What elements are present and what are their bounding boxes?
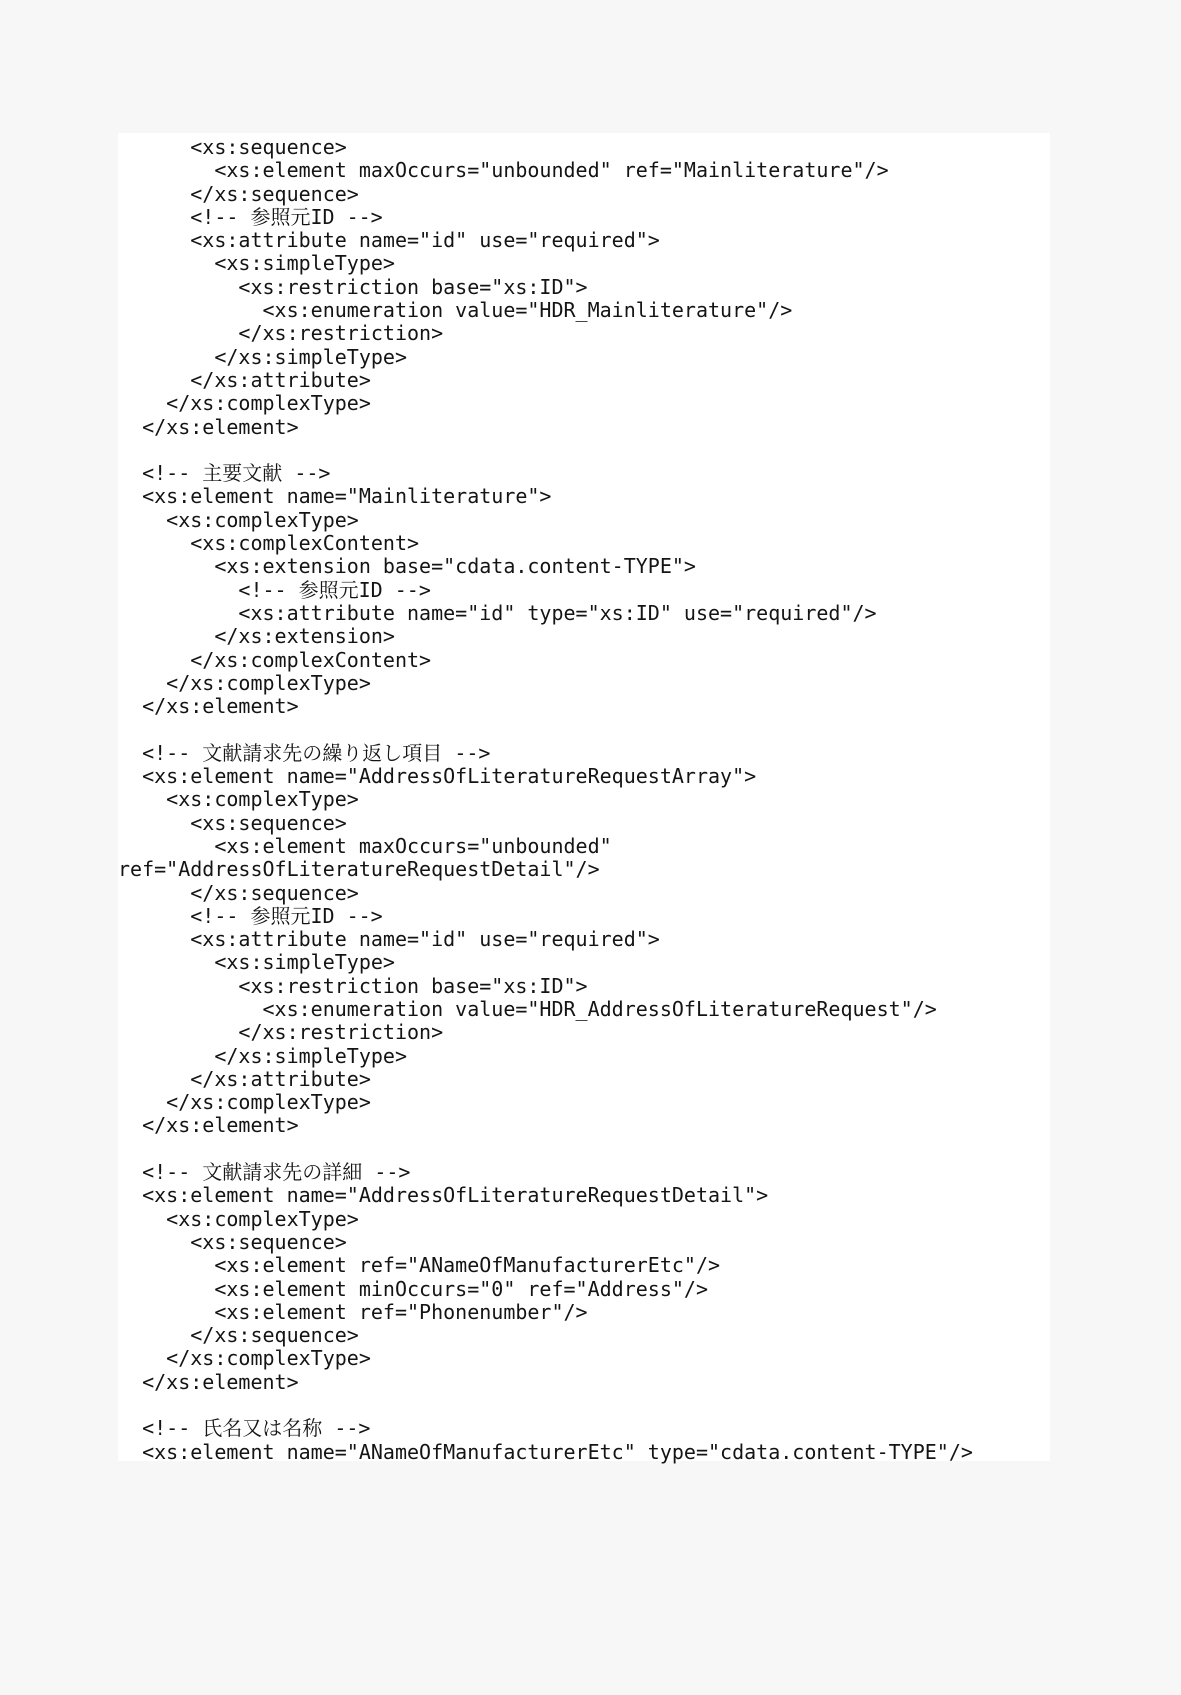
code-line: <!-- 文献請求先の繰り返し項目 --> <box>118 740 491 765</box>
code-line: <xs:complexType> <box>118 507 359 532</box>
code-line: </xs:element> <box>118 1369 299 1394</box>
code-line: </xs:complexType> <box>118 391 371 416</box>
code-line: </xs:complexType> <box>118 1090 371 1115</box>
code-line: <xs:element maxOccurs="unbounded" ref="Mainliterature"/> <box>118 158 889 183</box>
code-line: <!-- 文献請求先の詳細 --> <box>118 1160 411 1185</box>
code-line: </xs:element> <box>118 414 299 439</box>
code-line: <!-- 主要文献 --> <box>118 461 331 486</box>
code-line: <!-- 氏名又は名称 --> <box>118 1416 371 1441</box>
code-line: <!-- 参照元ID --> <box>118 903 383 928</box>
xml-schema-listing <box>118 136 973 1464</box>
code-line: <xs:element name="ANameOfManufacturerEtc" type="cdata.content-TYPE"/> <box>118 1439 973 1464</box>
code-line: </xs:element> <box>118 1113 299 1138</box>
code-line: <xs:simpleType> <box>118 950 395 975</box>
code-line: </xs:element> <box>118 694 299 719</box>
code-line: <xs:simpleType> <box>118 251 395 276</box>
code-line <box>118 718 973 741</box>
code-line: <!-- 参照元ID --> <box>118 577 431 602</box>
code-line: <!-- 参照元ID --> <box>118 204 383 229</box>
code-line: </xs:restriction> <box>118 1020 444 1045</box>
code-line: </xs:simpleType> <box>118 1043 407 1068</box>
code-line: <xs:complexType> <box>118 787 359 812</box>
code-line: <xs:enumeration value="HDR_AddressOfLiteratureRequest"/> <box>118 996 937 1021</box>
code-line: ref="AddressOfLiteratureRequestDetail"/> <box>118 857 600 882</box>
code-line: <xs:element name="Mainliterature"> <box>118 484 552 509</box>
code-line: </xs:sequence> <box>118 1323 359 1348</box>
code-line <box>118 439 973 462</box>
code-line: <xs:extension base="cdata.content-TYPE"> <box>118 554 696 579</box>
code-line: </xs:extension> <box>118 624 395 649</box>
code-line: <xs:element maxOccurs="unbounded" <box>118 833 612 858</box>
code-line: <xs:restriction base="xs:ID"> <box>118 274 588 299</box>
code-line: </xs:restriction> <box>118 321 444 346</box>
code-line: <xs:complexType> <box>118 1206 359 1231</box>
code-line: <xs:sequence> <box>118 135 347 159</box>
code-line: </xs:complexContent> <box>118 647 432 672</box>
code-line: <xs:attribute name="id" type="xs:ID" use="required"/> <box>118 600 877 625</box>
code-line: <xs:element ref="Phonenumber"/> <box>118 1299 588 1324</box>
code-line: <xs:element name="AddressOfLiteratureRequestDetail"> <box>118 1183 769 1208</box>
code-line <box>118 1138 973 1161</box>
code-line: </xs:complexType> <box>118 1346 371 1371</box>
code-line: <xs:sequence> <box>118 1229 347 1254</box>
code-line <box>118 1394 973 1417</box>
code-line: <xs:enumeration value="HDR_Mainliterature"/> <box>118 298 793 323</box>
code-line: <xs:attribute name="id" use="required"> <box>118 927 660 952</box>
code-line: </xs:sequence> <box>118 181 359 206</box>
code-line: <xs:complexContent> <box>118 531 420 556</box>
code-line: </xs:sequence> <box>118 880 359 905</box>
code-line: </xs:attribute> <box>118 367 371 392</box>
code-line: <xs:element ref="ANameOfManufacturerEtc"/> <box>118 1253 721 1278</box>
code-line: <xs:restriction base="xs:ID"> <box>118 973 588 998</box>
code-line: </xs:attribute> <box>118 1066 371 1091</box>
code-line: </xs:complexType> <box>118 670 371 695</box>
code-line: <xs:sequence> <box>118 810 347 835</box>
code-line: <xs:element minOccurs="0" ref="Address"/> <box>118 1276 709 1301</box>
code-line: </xs:simpleType> <box>118 344 407 369</box>
code-line: <xs:element name="AddressOfLiteratureRequestArray"> <box>118 764 757 789</box>
code-line: <xs:attribute name="id" use="required"> <box>118 228 660 253</box>
